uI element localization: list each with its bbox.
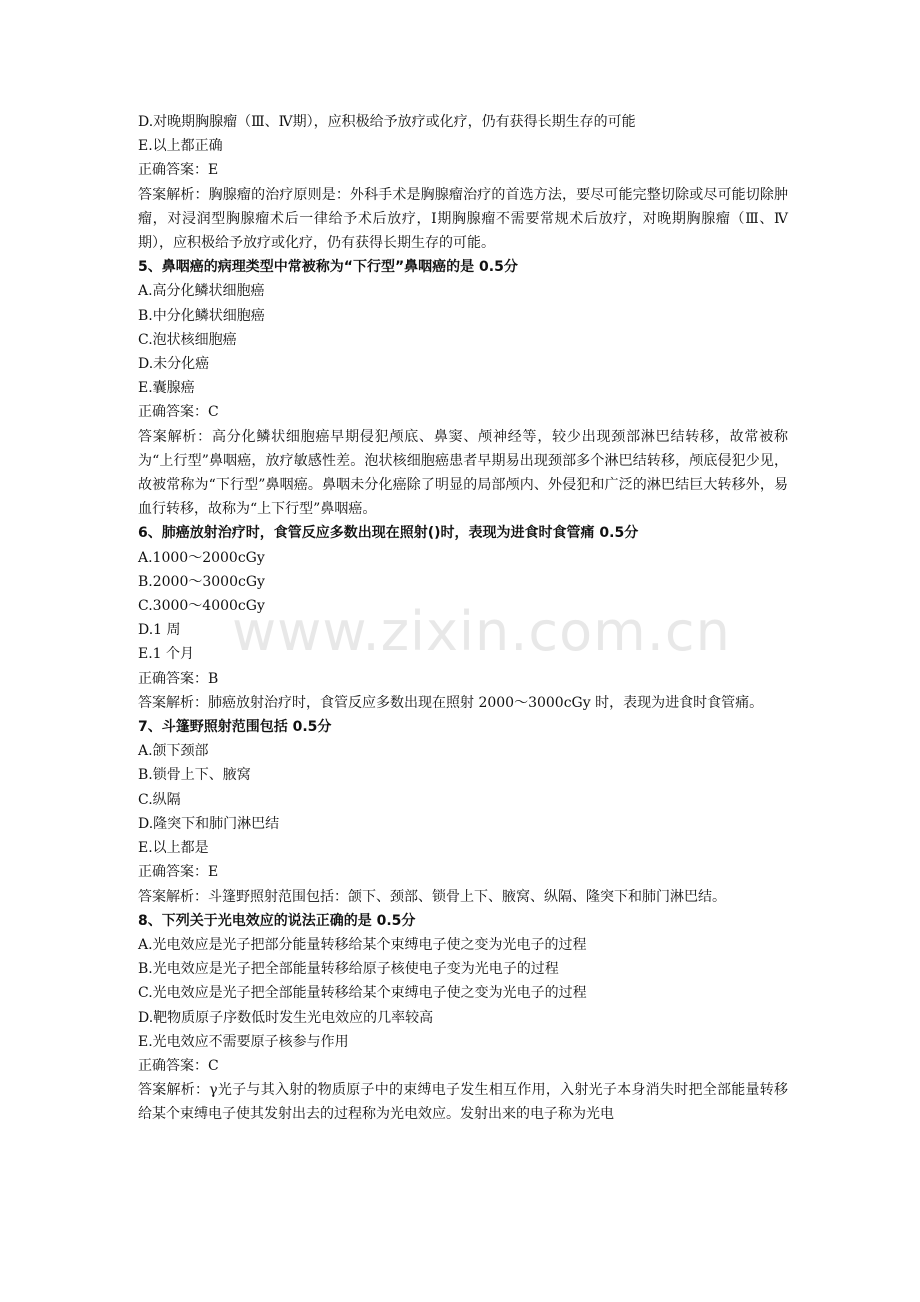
- q7-answer: 正确答案：E: [138, 864, 219, 881]
- q5-answer: 正确答案：C: [138, 404, 219, 421]
- q7-explanation: 答案解析：斗篷野照射范围包括：颌下、颈部、锁骨上下、腋窝、纵隔、隆突下和肺门淋巴结。: [138, 888, 726, 905]
- q6-answer: 正确答案：B: [138, 670, 219, 687]
- q4-option-d: D.对晚期胸腺瘤（Ⅲ、Ⅳ期），应积极给予放疗或化疗，仍有获得长期生存的可能: [138, 114, 636, 130]
- q8-option-e: E.光电效应不需要原子核参与作用: [138, 1033, 349, 1050]
- q4-option-e: E.以上都正确: [138, 138, 223, 155]
- q8-option-b: B.光电效应是光子把全部能量转移给原子核使电子变为光电子的过程: [138, 961, 559, 978]
- q6-option-c: C.3000～4000cGy: [138, 598, 265, 615]
- watermark-text: www.zixin.com.cn: [232, 600, 731, 663]
- q4-answer: 正确答案：E: [138, 162, 219, 179]
- q7-option-a: A.颌下颈部: [138, 743, 209, 760]
- q8-option-c: C.光电效应是光子把全部能量转移给某个束缚电子使之变为光电子的过程: [138, 985, 587, 1002]
- document-body: [138, 110, 788, 1127]
- q7-option-d: D.隆突下和肺门淋巴结: [138, 815, 280, 832]
- q6-option-a: A.1000～2000cGy: [138, 549, 265, 566]
- q8-explanation: 答案解析：γ光子与其入射的物质原子中的束缚电子发生相互作用，入射光子本身消失时把全部能量转移给某个束缚电子使其发射出去的过程称为光电效应。发射出来的电子称为光电: [138, 1082, 788, 1123]
- q5-option-e: E.囊腺癌: [138, 380, 195, 397]
- q6-title: 6、肺癌放射治疗时，食管反应多数出现在照射()时，表现为进食时食管痛 0.5分: [138, 525, 639, 542]
- q6-option-d: D.1 周: [138, 622, 181, 639]
- q6-option-b: B.2000～3000cGy: [138, 573, 265, 590]
- q7-option-c: C.纵隔: [138, 791, 181, 808]
- q5-option-d: D.未分化癌: [138, 356, 210, 373]
- q8-option-a: A.光电效应是光子把部分能量转移给某个束缚电子使之变为光电子的过程: [138, 936, 587, 953]
- q6-explanation: 答案解析：肺癌放射治疗时，食管反应多数出现在照射 2000～3000cGy 时，表现为进食时食管痛。: [138, 694, 764, 711]
- q5-explanation: 答案解析：高分化鳞状细胞癌早期侵犯颅底、鼻窦、颅神经等，较少出现颈部淋巴结转移，故常被称为“上行型”鼻咽癌，放疗敏感性差。泡状核细胞癌患者早期易出现颈部多个淋巴结转移，颅底侵犯少见，故被常称为“下行型”鼻咽癌。鼻咽未分化癌除了明显的局部颅内、外侵犯和广泛的淋巴结巨大转移外，易血行转移，故称为“上下行型”鼻咽癌。: [138, 428, 788, 518]
- q7-title: 7、斗篷野照射范围包括 0.5分: [138, 719, 332, 736]
- q5-option-c: C.泡状核细胞癌: [138, 331, 237, 348]
- q7-option-e: E.以上都是: [138, 840, 209, 857]
- q8-option-d: D.靶物质原子序数低时发生光电效应的几率较高: [138, 1009, 434, 1026]
- q6-option-e: E.1 个月: [138, 646, 195, 663]
- q5-option-b: B.中分化鳞状细胞癌: [138, 307, 265, 324]
- q4-explanation: 答案解析：胸腺瘤的治疗原则是：外科手术是胸腺瘤治疗的首选方法，要尽可能完整切除或尽可能切除肿瘤，对浸润型胸腺瘤术后一律给予术后放疗，Ⅰ期胸腺瘤不需要常规术后放疗，对晚期胸腺瘤（Ⅲ、Ⅳ期），应积极给予放疗或化疗，仍有获得长期生存的可能。: [138, 186, 788, 252]
- q7-option-b: B.锁骨上下、腋窝: [138, 767, 251, 784]
- q8-title: 8、下列关于光电效应的说法正确的是 0.5分: [138, 912, 416, 929]
- q5-title: 5、鼻咽癌的病理类型中常被称为“下行型”鼻咽癌的是 0.5分: [138, 259, 518, 276]
- q8-answer: 正确答案：C: [138, 1057, 219, 1074]
- q5-option-a: A.高分化鳞状细胞癌: [138, 283, 265, 300]
